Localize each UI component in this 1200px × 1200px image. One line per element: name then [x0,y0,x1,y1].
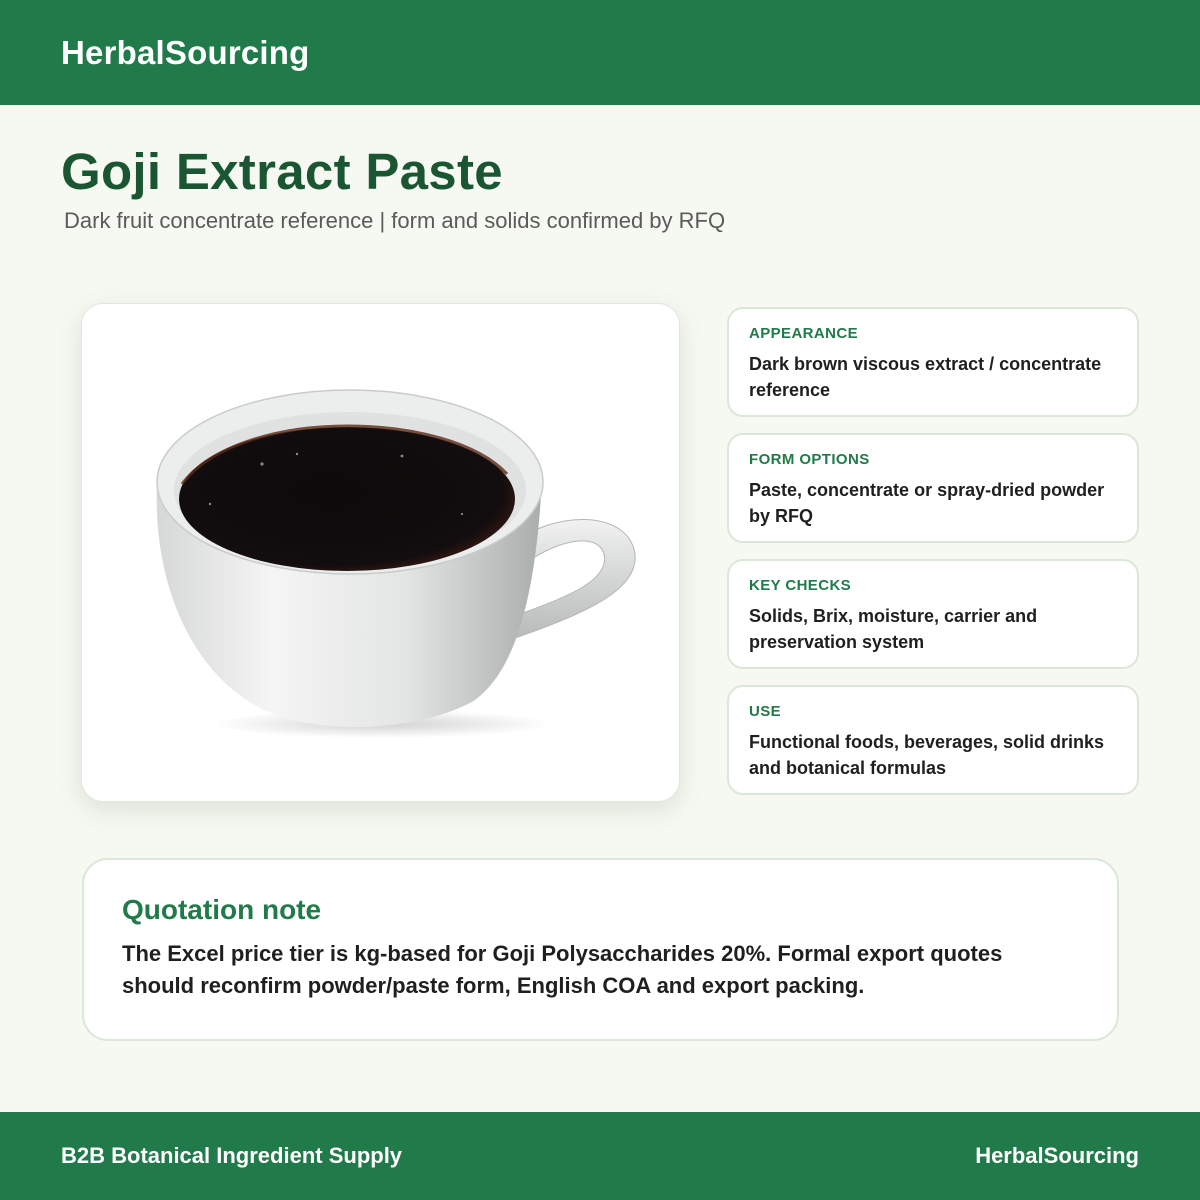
spec-label: KEY CHECKS [749,577,852,594]
spec-label: USE [749,703,782,720]
header-brand-logo[interactable]: HerbalSourcing [61,33,310,71]
spec-label: FORM OPTIONS [749,451,870,468]
site-header [0,0,1200,105]
spec-card-key-checks [727,559,1139,669]
spec-value: Dark brown viscous extract / concentrate reference [749,354,1102,400]
spec-label: APPEARANCE [749,325,859,342]
footer-tagline: B2B Botanical Ingredient Supply [61,1143,403,1168]
spec-card-form-options [727,433,1139,543]
site-footer [0,1112,1200,1200]
spec-card-use [727,685,1139,795]
product-subtitle: Dark fruit concentrate reference | form and solids confirmed by RFQ [64,208,726,233]
footer-brand-logo[interactable]: HerbalSourcing [975,1143,1139,1168]
spec-card-appearance [727,307,1139,417]
coffee-cup-image [82,304,680,802]
quotation-note-card [82,858,1119,1041]
note-text: The Excel price tier is kg-based for Goji Polysaccharides 20%. Formal export quotes should reconfirm powder/paste form, English COA and export packing. [122,941,1003,998]
note-title: Quotation note [122,894,322,925]
product-title: Goji Extract Paste [61,143,503,200]
spec-value: Solids, Brix, moisture, carrier and preservation system [749,606,1038,652]
spec-value: Paste, concentrate or spray-dried powder by RFQ [749,480,1105,526]
spec-value: Functional foods, beverages, solid drinks and botanical formulas [749,732,1105,778]
product-image-card [81,303,680,802]
